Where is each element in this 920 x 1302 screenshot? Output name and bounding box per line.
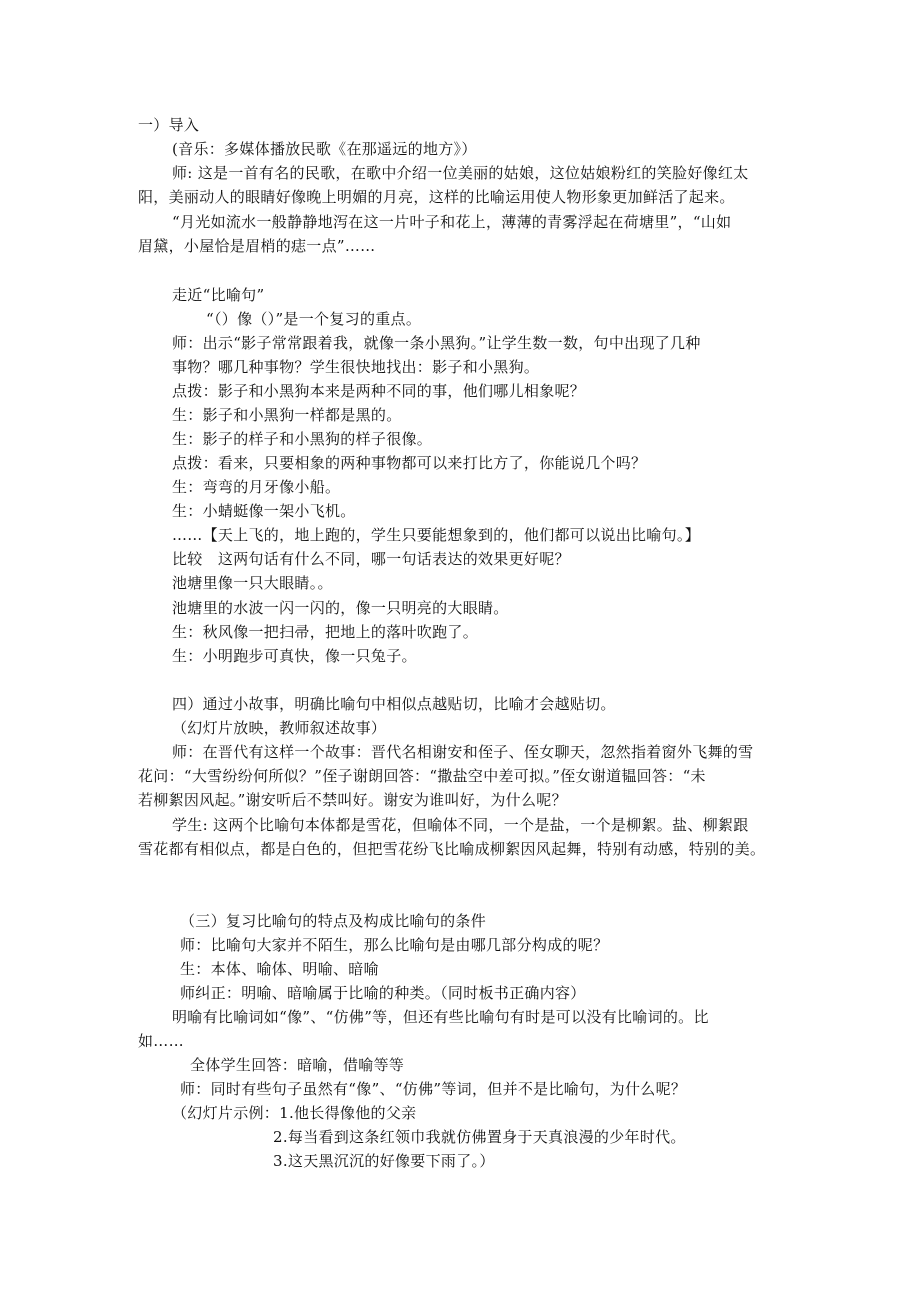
- compare-example-line: 池塘里的水波一闪一闪的，像一只明亮的大眼睛。: [172, 599, 509, 617]
- teacher-line: 事物？哪几种事物？学生很快地找出：影子和小黑狗。: [172, 358, 540, 376]
- student-line: 生：小明跑步可真快，像一只兔子。: [172, 647, 417, 665]
- teacher-line: 若柳絮因风起。”谢安听后不禁叫好。谢安为谁叫好，为什么呢？: [138, 791, 567, 809]
- example-line: 3.这天黑沉沉的好像要下雨了。）: [273, 1152, 495, 1170]
- student-line: 生：弯弯的月牙像小船。: [172, 478, 341, 496]
- student-line: 生：影子和小黑狗一样都是黑的。: [172, 406, 402, 424]
- student-line: 生：秋风像一把扫帚，把地上的落叶吹跑了。: [172, 623, 479, 641]
- example-line: （幻灯片示例：1.他长得像他的父亲: [172, 1104, 417, 1122]
- section-heading-three: （三）复习比喻句的特点及构成比喻句的条件: [180, 912, 487, 930]
- teacher-line: 师：同时有些句子虽然有“像”、“仿佛”等词，但并不是比喻句，为什么呢？: [180, 1080, 687, 1098]
- teacher-line: 师纠正：明喻、暗喻属于比喻的种类。（同时板书正确内容）: [180, 984, 586, 1002]
- student-line: 生：小蜻蜓像一架小飞机。: [172, 502, 356, 520]
- paragraph-line: 如……: [138, 1032, 184, 1050]
- section-heading-four: 四）通过小故事，明确比喻句中相似点越贴切，比喻才会越贴切。: [172, 695, 616, 713]
- student-line: 雪花都有相似点，都是白色的，但把雪花纷飞比喻成柳絮因风起舞，特别有动感，特别的美。: [138, 840, 766, 858]
- student-line: 学生: 这两个比喻句本体都是雪花，但喻体不同，一个是盐，一个是柳絮。盐、柳絮跟: [172, 816, 749, 834]
- hint-line: 点拨：看来，只要相象的两种事物都可以来打比方了，你能说几个吗？: [172, 454, 647, 472]
- music-line: (音乐：多媒体播放民歌《在那遥远的地方》）: [172, 140, 477, 158]
- answer-line: 全体学生回答：暗喻，借喻等等: [190, 1056, 405, 1074]
- quote-line: “月光如流水一般静静地泻在这一片叶子和花上，薄薄的青雾浮起在荷塘里”，“山如: [172, 213, 732, 231]
- hint-line: 点拨：影子和小黑狗本来是两种不同的事，他们哪儿相象呢？: [172, 382, 586, 400]
- paragraph-line: 明喻有比喻词如“像”、“仿佛”等，但还有些比喻句有时是可以没有比喻词的。比: [172, 1008, 709, 1026]
- key-point-line: “（）像（）”是一个复习的重点。: [206, 310, 422, 328]
- compare-example-line: 池塘里像一只大眼睛。。: [172, 574, 333, 592]
- section-heading-approach: 走近“比喻句”: [172, 286, 265, 304]
- teacher-line: 师：比喻句大家并不陌生，那么比喻句是由哪几部分构成的呢？: [180, 936, 609, 954]
- paragraph-line: 师: 这是一首有名的民歌，在歌中介绍一位美丽的姑娘，这位姑娘粉红的笑脸好像红太: [172, 164, 749, 182]
- student-line: 生：影子的样子和小黑狗的样子很像。: [172, 430, 433, 448]
- student-line: 生：本体、喻体、明喻、暗喻: [180, 960, 379, 978]
- compare-line: 比较 这两句话有什么不同，哪一句话表达的效果更好呢？: [172, 550, 570, 568]
- teacher-line: 师：在晋代有这样一个故事：晋代名相谢安和侄子、侄女聊天，忽然指着窗外飞舞的雪: [172, 743, 754, 761]
- teacher-line: 花问：“大雪纷纷何所似？”侄子谢朗回答：“撒盐空中差可拟。”侄女谢道韫回答：“未: [138, 767, 706, 785]
- section-heading-intro: 一）导入: [138, 116, 200, 134]
- example-line: 2.每当看到这条红领巾我就仿佛置身于天真浪漫的少年时代。: [273, 1128, 686, 1146]
- quote-line: 眉黛，小屋恰是眉梢的痣一点”……: [138, 237, 376, 255]
- slide-line: （幻灯片放映，教师叙述故事）: [172, 719, 387, 737]
- paragraph-line: 阳，美丽动人的眼睛好像晚上明媚的月亮，这样的比喻运用使人物形象更加鲜活了起来。: [138, 188, 735, 206]
- teacher-line: 师：出示“影子常常跟着我，就像一条小黑狗。”让学生数一数，句中出现了几种: [172, 334, 701, 352]
- note-line: ……【天上飞的，地上跑的，学生只要能想象到的，他们都可以说出比喻句。】: [172, 526, 701, 544]
